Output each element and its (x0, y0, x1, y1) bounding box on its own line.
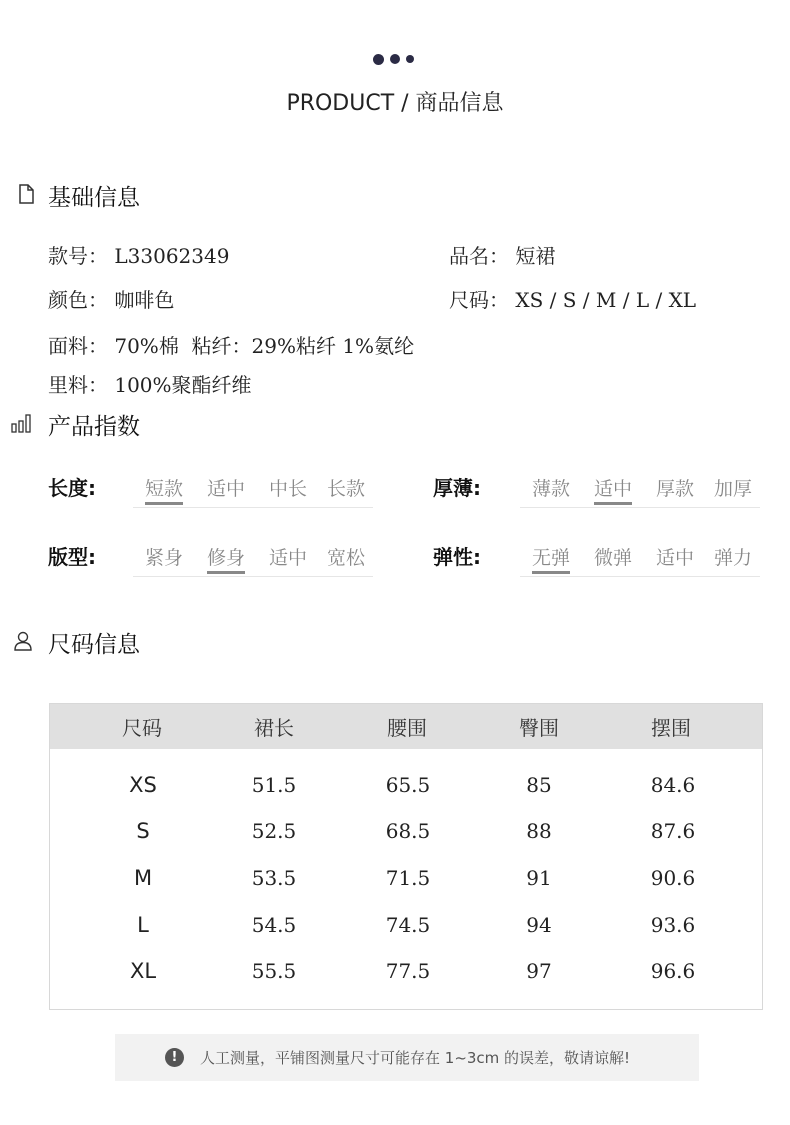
cell-size: XL (129, 959, 157, 983)
cell-length: 52.5 (251, 819, 297, 843)
cell-waist: 74.5 (385, 913, 431, 937)
document-icon (15, 183, 37, 205)
style-number (48, 240, 229, 269)
index-label-length: 长度: (48, 476, 96, 500)
fabric-value: 70%棉 粘纤：29%粘纤 1%氨纶 (114, 334, 415, 358)
cell-length: 55.5 (251, 959, 297, 983)
option-fit-tight: 紧身 (133, 543, 195, 577)
cell-waist: 65.5 (385, 773, 431, 797)
cell-length: 54.5 (251, 913, 297, 937)
option-fit-loose: 宽松 (319, 543, 373, 577)
column-header-size: 尺码 (122, 716, 162, 740)
cell-waist: 68.5 (385, 819, 431, 843)
option-elasticity-stretch: 弹力 (706, 543, 760, 577)
bar-chart-icon (10, 412, 34, 434)
index-label-fit: 版型: (48, 545, 96, 569)
lining-value: 100%聚酯纤维 (114, 373, 252, 397)
table-row (0, 866, 790, 892)
column-header-waist: 腰围 (387, 716, 427, 740)
fit-options (133, 543, 373, 577)
cell-hem: 84.6 (650, 773, 696, 797)
section-title-basic: 基础信息 (48, 185, 140, 211)
color-label: 颜色： (48, 288, 108, 312)
index-label-thickness: 厚薄: (433, 476, 481, 500)
size-list-label: 尺码： (449, 288, 509, 312)
table-row (0, 819, 790, 845)
dot-icon (390, 54, 400, 64)
cell-hem: 90.6 (650, 866, 696, 890)
section-title-index: 产品指数 (48, 414, 140, 440)
table-row (0, 913, 790, 939)
dot-icon (373, 54, 384, 65)
cell-length: 53.5 (251, 866, 297, 890)
product-name-value: 短裙 (515, 244, 556, 268)
option-length-short: 短款 (133, 474, 195, 508)
table-row (0, 959, 790, 985)
exclamation-icon: ! (165, 1048, 184, 1067)
index-label-elasticity: 弹性: (433, 545, 481, 569)
color-info (48, 284, 174, 313)
color-value: 咖啡色 (114, 288, 175, 312)
option-length-medium: 适中 (195, 474, 257, 508)
cell-hip: 97 (526, 959, 552, 983)
option-fit-slim: 修身 (195, 543, 257, 577)
product-name-label: 品名： (449, 244, 509, 268)
cell-hip: 91 (526, 866, 552, 890)
cell-hip: 88 (526, 819, 552, 843)
option-thickness-thick: 厚款 (644, 474, 706, 508)
cell-hip: 85 (526, 773, 552, 797)
column-header-hem: 摆围 (651, 716, 691, 740)
decorative-dots (373, 53, 419, 65)
fabric-label: 面料： (48, 334, 108, 358)
option-elasticity-none: 无弹 (520, 543, 582, 577)
page-title: PRODUCT / 商品信息 (286, 91, 504, 116)
option-thickness-thin: 薄款 (520, 474, 582, 508)
cell-size: XS (129, 773, 157, 797)
style-number-label: 款号： (48, 244, 108, 268)
cell-hem: 96.6 (650, 959, 696, 983)
cell-size: L (137, 913, 149, 937)
cell-waist: 77.5 (385, 959, 431, 983)
measurement-note-text: 人工测量，平铺图测量尺寸可能存在 1~3cm 的误差，敬请谅解! (200, 1049, 631, 1067)
option-length-midlong: 中长 (257, 474, 319, 508)
length-options (133, 474, 373, 508)
option-length-long: 长款 (319, 474, 373, 508)
size-list (449, 284, 696, 313)
thickness-options (520, 474, 760, 508)
fabric-info (48, 330, 414, 359)
section-title-size: 尺码信息 (48, 632, 140, 658)
person-icon (12, 630, 34, 652)
cell-waist: 71.5 (385, 866, 431, 890)
option-elasticity-medium: 适中 (644, 543, 706, 577)
option-fit-regular: 适中 (257, 543, 319, 577)
product-name (449, 240, 555, 269)
cell-hip: 94 (526, 913, 552, 937)
style-number-value: L33062349 (114, 244, 230, 268)
cell-size: M (133, 866, 153, 890)
elasticity-options (520, 543, 760, 577)
option-thickness-extra: 加厚 (706, 474, 760, 508)
dot-icon (406, 55, 414, 63)
cell-size: S (136, 819, 150, 843)
column-header-length: 裙长 (254, 716, 294, 740)
cell-length: 51.5 (251, 773, 297, 797)
cell-hem: 93.6 (650, 913, 696, 937)
option-thickness-medium: 适中 (582, 474, 644, 508)
lining-label: 里料： (48, 373, 108, 397)
cell-hem: 87.6 (650, 819, 696, 843)
option-elasticity-slight: 微弹 (582, 543, 644, 577)
size-list-value: XS / S / M / L / XL (515, 288, 697, 312)
lining-info (48, 369, 252, 398)
table-row (0, 773, 790, 799)
column-header-hip: 臀围 (519, 716, 559, 740)
